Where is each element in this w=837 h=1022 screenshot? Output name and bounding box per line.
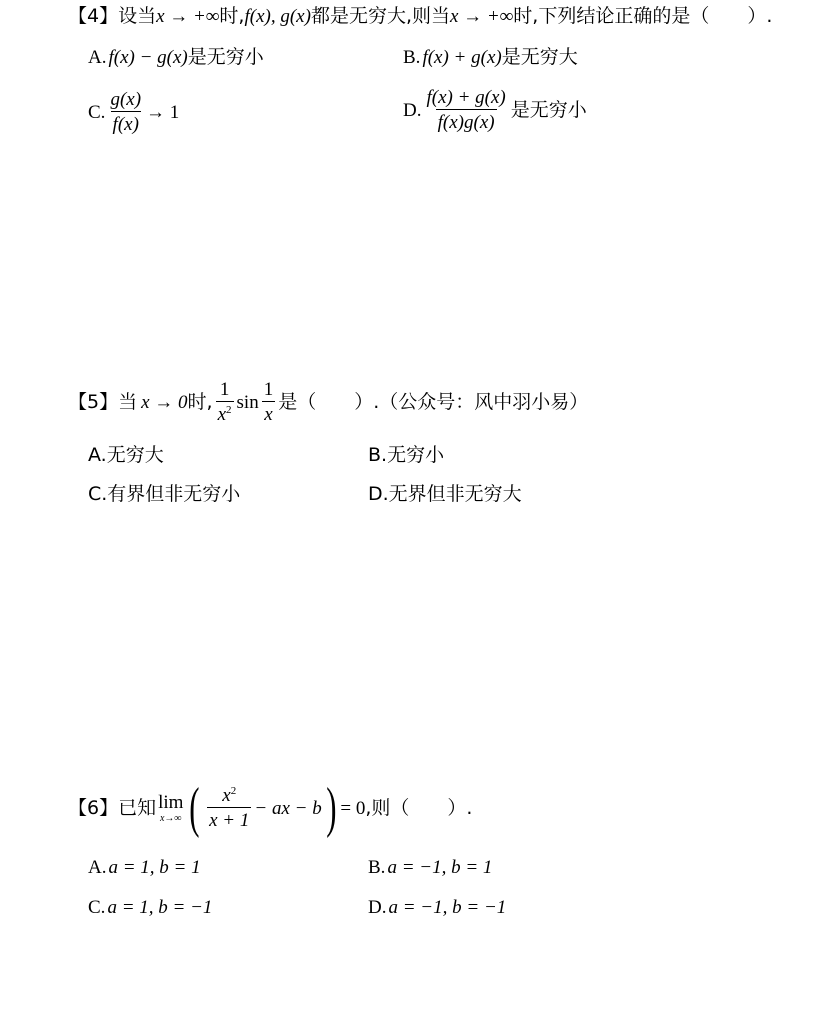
fraction <box>108 90 143 134</box>
option-label: B. <box>403 47 421 68</box>
stem-text: 时, <box>187 390 213 413</box>
option-label: D. <box>403 99 422 121</box>
option-text: 是无穷小 <box>187 46 264 68</box>
math-expression: − ax − b <box>254 797 322 819</box>
fraction-numerator: g(x) <box>110 89 142 110</box>
math-expression: → 1 <box>146 101 180 123</box>
option-label: A. <box>88 47 107 68</box>
option-c[interactable] <box>88 90 179 134</box>
stem-text: 当 <box>118 390 138 413</box>
math-expression: a = 1, b = 1 <box>108 857 201 878</box>
fraction <box>262 380 276 424</box>
option-label: A. <box>88 857 107 878</box>
math-expression: x → +∞ <box>156 6 220 27</box>
math-expression: a = −1, b = 1 <box>387 857 493 878</box>
limit-operator <box>158 793 183 824</box>
fraction-numerator: f(x) + g(x) <box>426 87 506 108</box>
option-a[interactable]: A.无穷大 <box>88 444 164 466</box>
question-number: 【6】 <box>68 796 119 819</box>
exponent: 2 <box>226 404 232 416</box>
option-b[interactable]: B.无穷小 <box>368 444 445 466</box>
question-number: 【4】 <box>68 5 119 27</box>
math-expression: a = 1, b = −1 <box>107 897 213 918</box>
right-paren: ) <box>325 777 337 839</box>
option-text: 是无穷小 <box>510 98 587 121</box>
question-4-stem <box>68 7 772 26</box>
fraction-denominator: f(x) <box>111 111 141 134</box>
option-label: C. <box>88 897 106 918</box>
math-expression: f(x) − g(x) <box>108 47 188 68</box>
option-d[interactable] <box>368 898 506 917</box>
stem-text: 时,下列结论正确的是（ ）. <box>513 5 773 27</box>
math-expression: = 0 <box>340 797 366 819</box>
question-5-stem <box>68 380 588 424</box>
exponent: 2 <box>230 785 237 797</box>
fraction-denominator: x + 1 <box>207 807 251 830</box>
stem-text: 都是无穷大,则当 <box>310 5 450 27</box>
option-c[interactable]: C.有界但非无穷小 <box>88 483 241 505</box>
option-label: D. <box>368 897 387 918</box>
lim-subscript: x→∞ <box>159 812 182 824</box>
lim-text: lim <box>158 791 184 813</box>
option-d[interactable] <box>403 88 587 132</box>
fraction-numerator: 1 <box>219 379 230 400</box>
question-6-stem <box>68 777 473 839</box>
option-a[interactable] <box>88 858 201 877</box>
option-d[interactable]: D.无界但非无穷大 <box>368 483 522 505</box>
stem-text: 时, <box>219 5 245 27</box>
fraction-denominator: x <box>262 401 274 424</box>
math-expression: f(x), g(x) <box>244 6 311 27</box>
math-expression: x → +∞ <box>449 6 514 27</box>
fraction-numerator: 1 <box>263 379 274 400</box>
math-expression: x → 0 <box>141 391 188 413</box>
option-label: B. <box>368 857 386 878</box>
option-a[interactable] <box>88 48 264 67</box>
fraction-denominator: f(x)g(x) <box>436 109 497 132</box>
fraction <box>216 380 234 424</box>
fraction <box>424 88 507 132</box>
stem-text: 是（ ）.（公众号：风中羽小易） <box>278 390 589 413</box>
stem-text: 设当 <box>118 5 157 27</box>
fraction-denominator: $x^2$ <box>216 401 234 424</box>
option-b[interactable] <box>403 48 578 67</box>
option-c[interactable] <box>88 898 212 917</box>
math-expression: a = −1, b = −1 <box>388 897 507 918</box>
stem-text: 已知 <box>118 796 157 819</box>
left-paren: ( <box>189 777 200 839</box>
fraction <box>207 786 251 830</box>
option-label: C. <box>88 101 106 123</box>
math-expression: f(x) + g(x) <box>422 47 502 68</box>
option-text: 是无穷大 <box>501 46 578 68</box>
option-b[interactable] <box>368 858 492 877</box>
sin-function: sin <box>236 391 259 413</box>
question-number: 【5】 <box>68 390 119 413</box>
fraction-numerator: $x^2$ <box>222 785 237 806</box>
stem-text: ,则（ ）. <box>365 796 473 819</box>
